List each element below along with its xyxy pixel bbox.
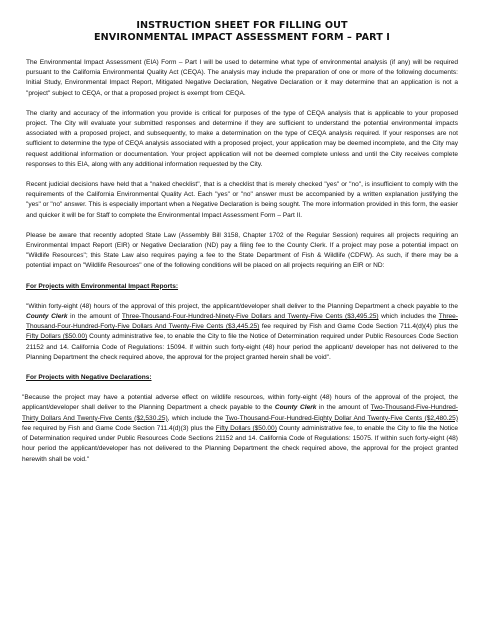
- nd-fish-game-fee: Two-Thousand-Four-Hundred-Eighty Dollar And Twenty-Five Cents ($2,480.25): [225, 414, 459, 422]
- eir-county-clerk: County Clerk: [26, 313, 68, 321]
- eir-condition-paragraph: [26, 302, 458, 363]
- eir-admin-fee: Fifty Dollars ($50.00): [26, 333, 88, 341]
- state-law-paragraph: Please be aware that recently adopted State Law (Assembly Bill 3158, Chapter 1702 of the Regular Session) requires all projects requiring an Environmental Impact Report (EIR) or Negative Declaration (ND) pay a filing fee to the County Clerk. If a project may pose a potential impact on "Wildlife Resources"; this State Law also requires paying a fee to the State Department of Fish & Wildlife (CDFW). As such, if there may be a potential impact on "Wildlife Resources" one of the following conditions will be placed on all projects requiring an EIR or ND:: [26, 231, 458, 270]
- nd-text-3: , which include the: [167, 414, 226, 422]
- eir-text-4: fee required by Fish and Game Code Section 711.4(d)(4) plus the: [259, 323, 458, 331]
- nd-section-heading: For Projects with Negative Declarations:: [26, 374, 152, 382]
- nd-text-5: County administrative fee, to enable the City to file the Notice of Determination required under Public Resources Code Sections 21152 and 14. California Code of Regulations: 15075. If within such forty-eight (48) hour period the applicant/developer has not delivered to the Planning Department the check required above, the approval for the project granted herewith shall be void.": [22, 424, 458, 463]
- nd-text-2: in the amount of: [316, 404, 371, 412]
- eir-text-3: which includes the: [378, 313, 439, 321]
- nd-total-amount: Two-Thousand-Five-Hundred-Thirty Dollars And Twenty-Five Cents ($2,530.25): [22, 404, 458, 422]
- intro-paragraph: The Environmental Impact Assessment (EIA) Form – Part I will be used to determine what type of environmental analysis (if any) will be required pursuant to the California Environmental Quality Act (CEQA). The analysis may include the preparation of one or more of the following documents: Initial Study, Environmental Impact Report, Mitigated Negative Declaration, Negative Declaration or it may determine that an application is not a "project" subject to CEQA, or that a proposed project is exempt from CEQA.: [26, 59, 458, 97]
- nd-text-1: "Because the project may have a potential adverse effect on wildlife resources, within forty-eight (48) hours of the approval of the project, the applicant/developer shall deliver to the Planning Department a check payable to the: [22, 394, 458, 412]
- nd-admin-fee: Fifty Dollars ($50.00): [215, 424, 277, 432]
- eir-section-heading: For Projects with Environmental Impact Reports:: [26, 282, 179, 290]
- nd-county-clerk: County Clerk: [274, 404, 317, 412]
- eir-text-2: in the amount of: [67, 313, 122, 321]
- clarity-paragraph: The clarity and accuracy of the information you provide is critical for purposes of the type of CEQA analysis that is applicable to your proposed project. The City will evaluate your submitted responses and determine if they are sufficient to understand the potential environmental impacts associated with a proposed project, and subsequently, to make a determination on the type of CEQA analysis required. If your responses are not sufficient to determine the type of CEQA analysis associated with a proposed project, your application may be deemed incomplete, and the City may request additional information or documentation. Your project application will not be deemed complete unless and until the City receives complete responses to this EIA, along with any additional information requested by the City.: [26, 109, 458, 168]
- document-title: [26, 20, 458, 44]
- eir-text-1: "Within forty-eight (48) hours of the approval of this project, the applicant/developer shall deliver to the Planning Department a check payable to the: [26, 302, 458, 310]
- judicial-paragraph: Recent judicial decisions have held that a "naked checklist", that is a checklist that is merely checked "yes" or "no", is insufficient to comply with the requirements of the California Environmental Quality Act. Each "yes" or "no" answer must be accompanied by a written explanation justifying the "yes" or "no" answer. This is especially important when a Negative Declaration is being sought. The more information provided in this form, the easier and quicker it will be for Staff to complete the Environmental Impact Assessment Form – Part II.: [26, 181, 458, 219]
- eir-text-5: County administrative fee, to enable the City to file the Notice of Determination required under Public Resources Code Section 21152 and 14. California Code of Regulations: 15094. If within such forty-eight (48) hour period the applicant/ developer has not delivered to the Planning Department the check required above, the approval for the project granted herein shall be void".: [26, 333, 459, 361]
- title-line-1: INSTRUCTION SHEET FOR FILLING OUT: [136, 20, 348, 31]
- eir-total-amount: Three-Thousand-Four-Hundred-Ninety-Five Dollars and Twenty-Five Cents ($3,495.25): [121, 313, 379, 321]
- title-line-2: ENVIRONMENTAL IMPACT ASSESSMENT FORM – PART I: [94, 32, 390, 43]
- nd-text-4: fee required by Fish and Game Code Section 711.4(d)(3) plus the: [22, 424, 216, 432]
- eir-fish-game-fee: Three-Thousand-Four-Hundred-Forty-Five Dollars And Twenty-Five Cents ($3,445.25): [26, 313, 458, 331]
- nd-condition-paragraph: [22, 393, 458, 464]
